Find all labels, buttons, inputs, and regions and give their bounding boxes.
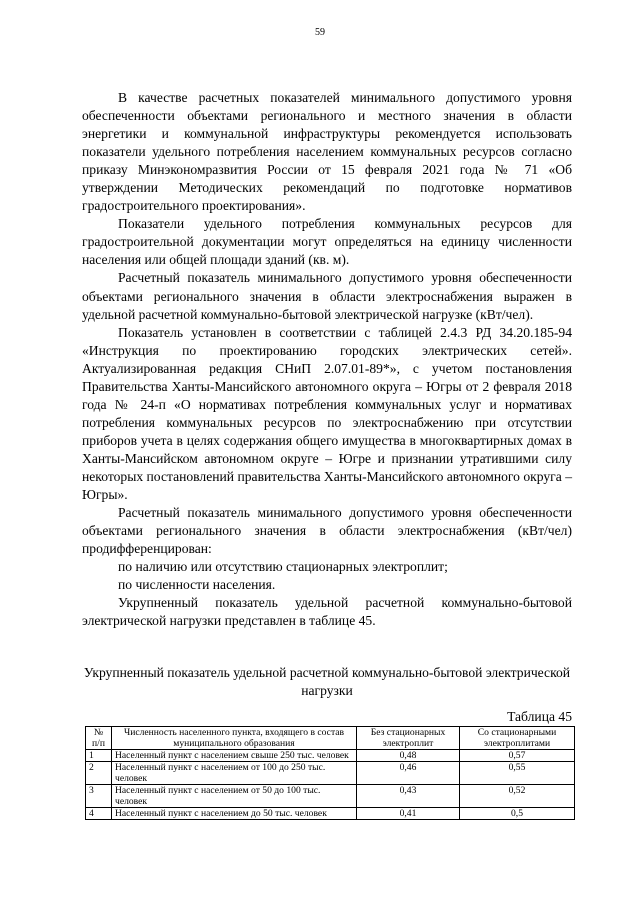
cell-no: 3 xyxy=(86,785,112,808)
paragraph: Расчетный показатель минимального допустимого уровня обеспеченности объектами регионального значения в области электроснабжения (кВт/чел) продифференцирован: xyxy=(82,505,572,557)
cell-no: 4 xyxy=(86,808,112,820)
cell-no: 2 xyxy=(86,762,112,785)
table-header-row xyxy=(86,727,575,750)
table-row xyxy=(86,808,575,820)
cell-without-stoves: 0,46 xyxy=(357,762,460,785)
paragraph: Расчетный показатель минимального допустимого уровня обеспеченности объектами регионального значения в области электроснабжения выражен в удельной расчетной коммунально-бытовой электрической нагрузке (кВт/чел). xyxy=(82,270,572,322)
paragraph: Укрупненный показатель удельной расчетной коммунально-бытовой электрической нагрузки представлен в таблице 45. xyxy=(82,595,572,629)
table-number: Таблица 45 xyxy=(507,709,572,724)
cell-with-stoves: 0,52 xyxy=(460,785,575,808)
cell-locality: Населенный пункт с населением от 50 до 100 тыс. человек xyxy=(112,785,357,808)
cell-without-stoves: 0,43 xyxy=(357,785,460,808)
header-without-stoves: Без стационарных электроплит xyxy=(357,727,460,750)
cell-with-stoves: 0,5 xyxy=(460,808,575,820)
paragraph: В качестве расчетных показателей минимального допустимого уровня обеспеченности объектами регионального и местного значения в области энергетики и коммунальной инфраструктуры рекомендуется использовать показатели удельного потребления населением коммунальных ресурсов согласно приказу Минэкономразвития России от 15 февраля 2021 года № 71 «Об утверждении Методических рекомендаций по подготовке нормативов градостроительного проектирования». xyxy=(82,90,572,214)
document-body xyxy=(82,89,572,630)
cell-locality: Населенный пункт с населением свыше 250 тыс. человек xyxy=(112,750,357,762)
header-with-stoves: Со стационарными электроплитами xyxy=(460,727,575,750)
cell-without-stoves: 0,48 xyxy=(357,750,460,762)
table-row xyxy=(86,750,575,762)
table-row xyxy=(86,762,575,785)
table-row xyxy=(86,785,575,808)
cell-locality: Населенный пункт с населением от 100 до 250 тыс. человек xyxy=(112,762,357,785)
list-item: по численности населения. xyxy=(118,577,276,593)
cell-with-stoves: 0,55 xyxy=(460,762,575,785)
header-locality: Численность населенного пункта, входящего в состав муниципального образования xyxy=(112,727,357,750)
cell-no: 1 xyxy=(86,750,112,762)
table-caption: Укрупненный показатель удельной расчетной коммунально-бытовой электрической нагрузки xyxy=(83,665,571,698)
page-number: 59 xyxy=(315,27,325,38)
paragraph: Показатель установлен в соответствии с таблицей 2.4.3 РД 34.20.185-94 «Инструкция по проектированию городских электрических сетей». Актуализированная редакция СНиП 2.07.01-89*», с учетом постановления Правительства Ханты-Мансийского автономного округа – Югры от 2 февраля 2018 года № 24-п «О нормативах потребления коммунальных услуг и нормативах потребления коммунальных ресурсов по электроснабжению при отсутствии приборов учета в целях содержания общего имущества в многоквартирных домах в Ханты-Мансийском автономном округе – Югре и признании утратившими силу некоторых постановлений правительства Ханты-Мансийского автономного округа – Югры». xyxy=(82,324,572,503)
load-table xyxy=(85,726,575,820)
paragraph: Показатели удельного потребления коммунальных ресурсов для градостроительной документации могут определяться на единицу численности населения или общей площади зданий (кв. м). xyxy=(82,216,572,268)
cell-locality: Населенный пункт с населением до 50 тыс. человек xyxy=(112,808,357,820)
header-no: № п/п xyxy=(86,727,112,750)
list-item: по наличию или отсутствию стационарных электроплит; xyxy=(118,559,448,575)
cell-without-stoves: 0,41 xyxy=(357,808,460,820)
cell-with-stoves: 0,57 xyxy=(460,750,575,762)
